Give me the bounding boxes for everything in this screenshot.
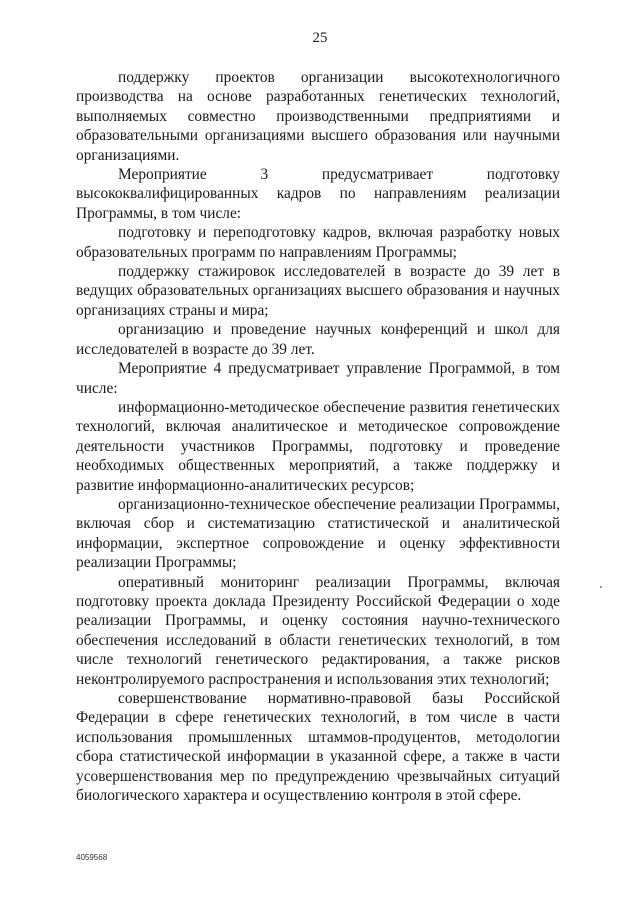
scan-speck — [600, 586, 602, 588]
paragraph-monitoring: оперативный мониторинг реализации Программы, включая подготовку проекта доклада Президенту Российской Федерации о ходе реализации Программы, и оценку состояния научно-технического обеспечения исследований в области генетических технологий, в том числе технологий генетического редактирования, а также рисков неконтролируемого распространения и использования этих технологий; — [76, 573, 560, 688]
paragraph-regulatory: совершенствование нормативно-правовой базы Российской Федерации в сфере генетических технологий, в том числе в части использования промышленных штаммов-продуцентов, методологии сбора статистической информации в указанной сфере, а также в части усовершенствования мер по предупреждению чрезвычайных ситуаций биологического характера и осуществлению контроля в этой сфере. — [76, 690, 560, 805]
paragraph-measure-3: Мероприятие 3 предусматривает подготовку высококвалифицированных кадров по направлениям реализации Программы, в том числе: — [76, 166, 560, 222]
paragraph-info-methodical: информационно-методическое обеспечение развития генетических технологий, включая аналитическое и методическое сопровождение деятельности участников Программы, подготовку и проведение необходимых общественных мероприятий, а также поддержку и развитие информационно-аналитических ресурсов; — [76, 398, 560, 494]
document-body — [76, 68, 560, 805]
paragraph-training-programs: подготовку и переподготовку кадров, включая разработку новых образовательных программ по направлениям Программы; — [76, 224, 560, 261]
paragraph-conferences: организацию и проведение научных конференций и школ для исследователей в возрасте до 39 лет. — [76, 321, 560, 358]
paragraph-internships: поддержку стажировок исследователей в возрасте до 39 лет в ведущих образовательных организациях высшего образования и научных организациях страны и мира; — [76, 263, 560, 319]
paragraph-measure-4: Мероприятие 4 предусматривает управление Программой, в том числе: — [76, 360, 560, 397]
paragraph-org-technical: организационно-техническое обеспечение реализации Программы, включая сбор и систематизацию статистической и аналитической информации, экспертное сопровождение и оценку эффективности реализации Программы; — [76, 495, 560, 572]
paragraph-support-projects: поддержку проектов организации высокотехнологичного производства на основе разработанных генетических технологий, выполняемых совместно производственными предприятиями и образовательными организациями высшего образования или научными организациями. — [76, 69, 560, 164]
page-number: 25 — [312, 30, 328, 46]
document-code: 4059568 — [76, 853, 108, 862]
